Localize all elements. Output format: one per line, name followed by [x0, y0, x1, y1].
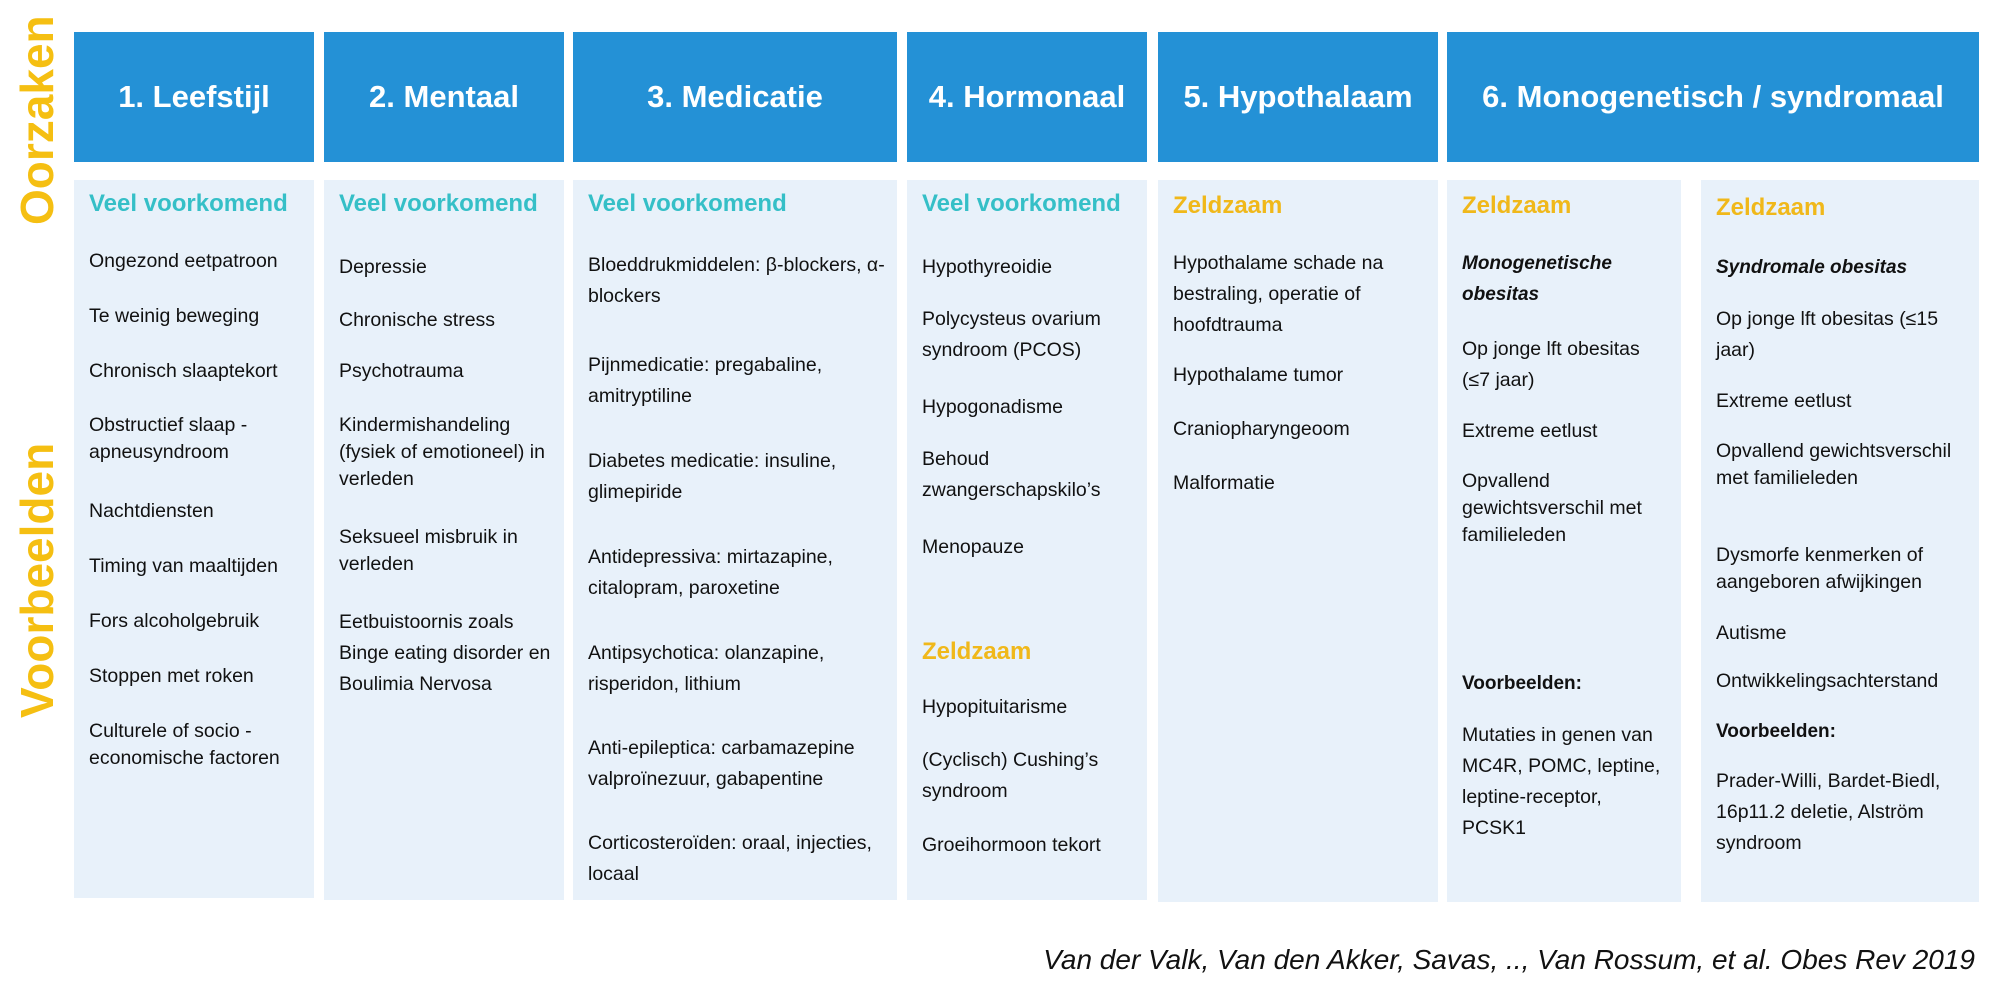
list-item: Seksueel misbruik in verleden	[339, 526, 518, 575]
list-item: Hypothyreoidie	[922, 256, 1053, 278]
list-item: Pijnmedicatie: pregabaline, amitryptiline	[588, 354, 823, 407]
category-label: Zeldzaam	[1173, 192, 1283, 219]
category-label: Veel voorkomend	[588, 190, 787, 217]
list-item: Hypopituitarisme	[922, 696, 1068, 718]
examples-label: Voorbeelden:	[1716, 721, 1836, 742]
header-monogenetisch: 6. Monogenetisch / syndromaal	[1447, 32, 1979, 162]
list-item: Diabetes medicatie: insuline, glimepiride	[588, 450, 837, 503]
header-medicatie: 3. Medicatie	[573, 32, 897, 162]
list-item: (Cyclisch) Cushing’s syndroom	[922, 749, 1099, 802]
list-item: Timing van maaltijden	[89, 555, 278, 577]
header-hypothalaam: 5. Hypothalaam	[1158, 32, 1438, 162]
category-label: Zeldzaam	[1462, 192, 1572, 219]
column-monogenetisch	[1447, 180, 1681, 902]
examples-label: Voorbeelden:	[1462, 673, 1582, 694]
category-label: Zeldzaam	[1716, 194, 1826, 221]
column-medicatie	[573, 180, 897, 900]
list-item: Chronische stress	[339, 309, 496, 331]
list-item: Stoppen met roken	[89, 665, 254, 687]
list-item: Dysmorfe kenmerken of aangeboren afwijkingen	[1716, 544, 1923, 593]
list-item: Eetbuistoornis zoals Binge eating disorder en Boulimia Nervosa	[339, 611, 551, 695]
list-item: Op jonge lft obesitas (≤7 jaar)	[1462, 338, 1640, 391]
header-hormonaal: 4. Hormonaal	[907, 32, 1147, 162]
list-item: Hypothalame schade na bestraling, operatie of hoofdtrauma	[1173, 252, 1384, 336]
list-item: Ontwikkelingsachterstand	[1716, 670, 1939, 692]
category-label: Veel voorkomend	[339, 190, 538, 217]
list-item: Groeihormoon tekort	[922, 834, 1101, 856]
list-item: Extreme eetlust	[1716, 390, 1852, 412]
list-item: Depressie	[339, 256, 427, 278]
list-item: Ongezond eetpatroon	[89, 250, 278, 272]
column-hypothalaam	[1158, 180, 1438, 902]
list-item: Te weinig beweging	[89, 305, 260, 327]
list-item: Malformatie	[1173, 472, 1275, 494]
subtitle: Monogenetische obesitas	[1462, 253, 1612, 305]
list-item: Autisme	[1716, 622, 1787, 644]
list-item: Antipsychotica: olanzapine, risperidon, lithium	[588, 642, 825, 695]
list-item: Psychotrauma	[339, 360, 464, 382]
list-item: Menopauze	[922, 536, 1024, 558]
citation: Van der Valk, Van den Akker, Savas, .., Van Rossum, et al. Obes Rev 2019	[1043, 944, 1975, 975]
column-mentaal	[324, 180, 564, 900]
examples-text: Prader-Willi, Bardet-Biedl, 16p11.2 deletie, Alström syndroom	[1716, 770, 1941, 854]
list-item: Opvallend gewichtsverschil met familieleden	[1716, 440, 1952, 489]
list-item: Obstructief slaap - apneusyndroom	[89, 414, 248, 463]
list-item: Culturele of socio - economische factoren	[89, 720, 280, 769]
side-label-oorzaken: Oorzaken	[11, 15, 63, 225]
header-leefstijl: 1. Leefstijl	[74, 32, 314, 162]
list-item: Polycysteus ovarium syndroom (PCOS)	[922, 308, 1101, 361]
list-item: Fors alcoholgebruik	[89, 610, 260, 632]
list-item: Bloeddrukmiddelen: β-blockers, α-blockers	[588, 254, 885, 307]
examples-text: Mutaties in genen van MC4R, POMC, leptine, leptine-receptor, PCSK1	[1462, 724, 1661, 839]
list-item: Kindermishandeling (fysiek of emotioneel) in verleden	[339, 414, 545, 490]
list-item: Antidepressiva: mirtazapine, citalopram, paroxetine	[588, 546, 833, 599]
category-label: Veel voorkomend	[89, 190, 288, 217]
list-item: Anti-epileptica: carbamazepine valproïnezuur, gabapentine	[588, 737, 855, 790]
list-item: Nachtdiensten	[89, 500, 214, 522]
header-mentaal: 2. Mentaal	[324, 32, 564, 162]
list-item: Craniopharyngeoom	[1173, 418, 1350, 440]
list-item: Opvallend gewichtsverschil met familieleden	[1462, 470, 1642, 546]
column-hormonaal	[907, 180, 1147, 900]
column-leefstijl	[74, 180, 314, 898]
category-label: Zeldzaam	[922, 638, 1032, 665]
list-item: Behoud zwangerschapskilo’s	[922, 448, 1101, 501]
column-syndromaal	[1701, 180, 1979, 902]
category-label: Veel voorkomend	[922, 190, 1121, 217]
list-item: Hypogonadisme	[922, 396, 1063, 418]
list-item: Extreme eetlust	[1462, 420, 1598, 442]
list-item: Op jonge lft obesitas (≤15 jaar)	[1716, 308, 1939, 361]
subtitle: Syndromale obesitas	[1716, 257, 1908, 278]
list-item: Hypothalame tumor	[1173, 364, 1344, 386]
list-item: Chronisch slaaptekort	[89, 360, 278, 382]
side-label-voorbeelden: Voorbeelden	[11, 442, 63, 718]
list-item: Corticosteroïden: oraal, injecties, locaal	[588, 832, 872, 885]
